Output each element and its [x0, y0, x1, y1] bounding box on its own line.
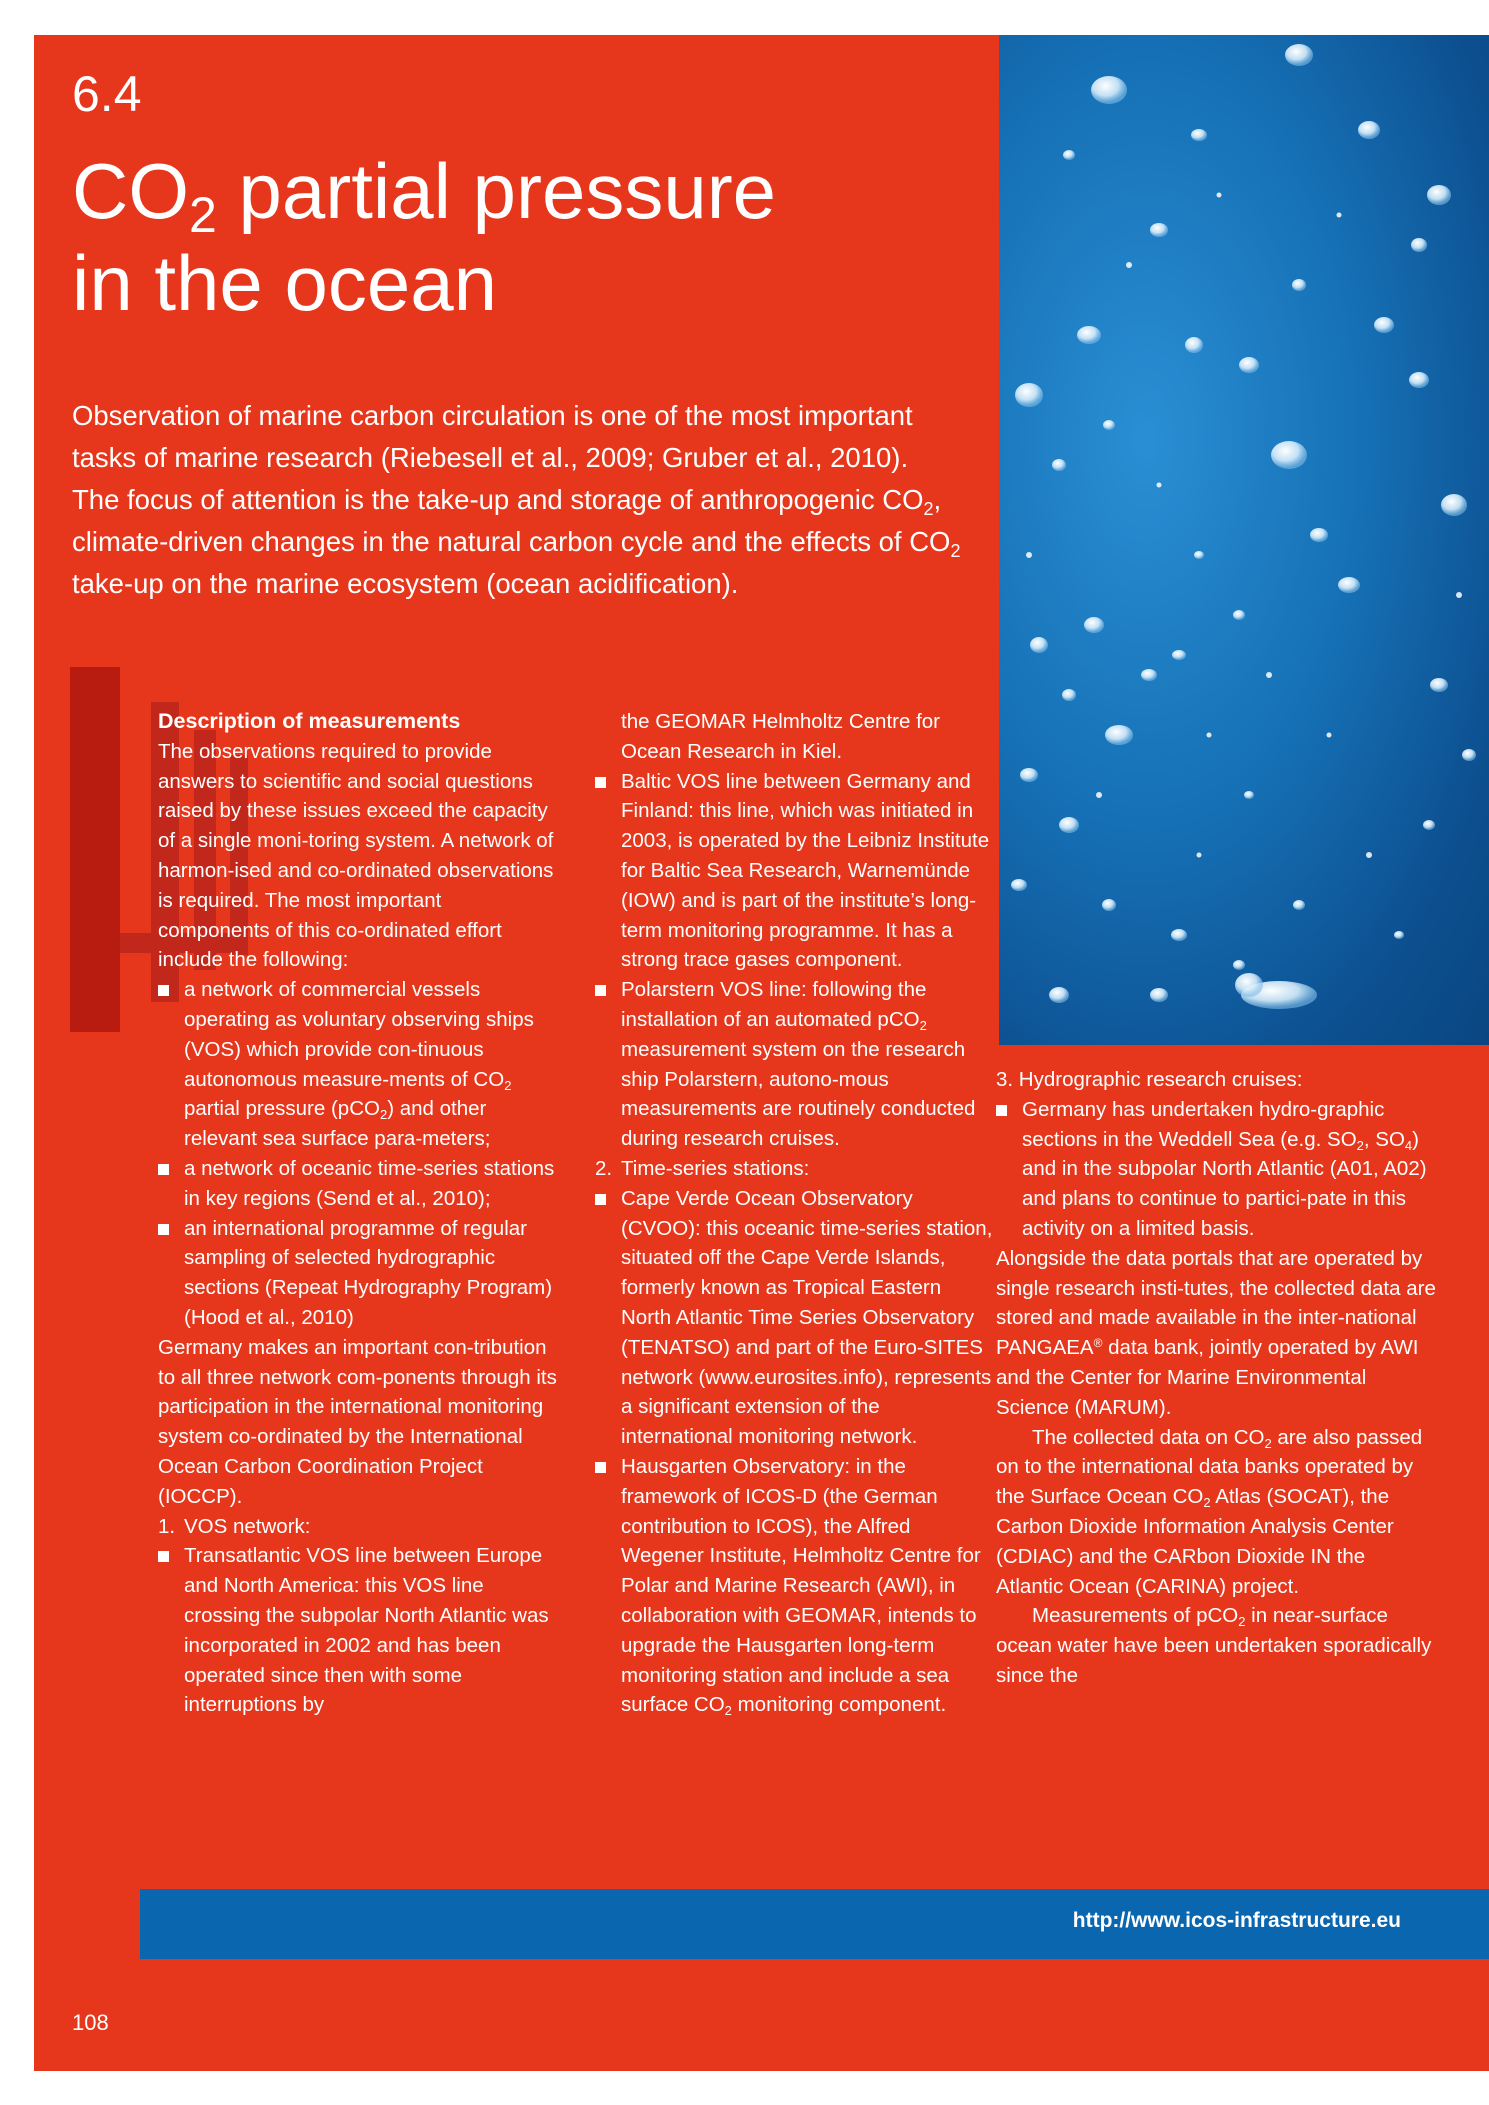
bullet-square-icon	[158, 1154, 184, 1184]
bullet-square-icon	[158, 1214, 184, 1244]
bullet-square-icon	[996, 1095, 1022, 1125]
title-line1-rest: partial pressure	[216, 147, 777, 235]
underwater-bubbles-photo	[999, 35, 1489, 1045]
bullet-item	[595, 975, 995, 1154]
bullet-text: the GEOMAR Helmholtz Centre for Ocean Research in Kiel.	[621, 710, 940, 763]
bubbles-illustration	[999, 35, 1489, 1045]
bullet-text: an international programme of regular sampling of selected hydrographic sections (Repeat Hydrography Program) (Hood et al., 2010)	[184, 1216, 553, 1329]
subscript: 2	[1264, 1435, 1272, 1451]
bullet-text: , SO	[1363, 1127, 1405, 1151]
numbered-heading: 3. Hydrographic research cruises:	[996, 1068, 1303, 1091]
numbered-item	[595, 1154, 995, 1184]
bullet-text: measurement system on the research ship Polarstern, autono-mous measurements are routinely conducted during research cruises.	[621, 1037, 976, 1151]
paragraph-text: The collected data on CO	[1032, 1425, 1265, 1449]
text-column-2	[595, 707, 995, 1720]
paragraph-text: Atlas (SOCAT), the Carbon Dioxide Information Analysis Center (CDIAC) and the CARbon Dioxide IN the Atlantic Ocean (CARINA) project.	[996, 1485, 1394, 1598]
bullet-square-icon	[158, 975, 184, 1005]
bullet-text: Transatlantic VOS line between Europe and North America: this VOS line crossing the subpolar North Atlantic was incorporated in 2002 and has been operated since then with some interruptions by	[184, 1544, 549, 1717]
decorative-bar	[70, 667, 120, 1032]
registered-mark: ®	[1093, 1336, 1103, 1351]
bullet-square-icon	[595, 767, 621, 797]
website-link[interactable]: http://www.icos-infrastructure.eu	[1072, 1909, 1401, 1932]
subscript: 2	[1203, 1495, 1211, 1511]
numbered-text: Time-series stations:	[621, 1156, 810, 1180]
bullet-text: Baltic VOS line between Germany and Finland: this line, which was initiated in 2003, is operated by the Leibniz Institute for Baltic Sea Research, Warnemünde (IOW) and is part of the institute’s long-term monitoring programme. It has a strong trace gases component.	[621, 769, 990, 972]
paragraph	[996, 1244, 1436, 1423]
paragraph-text: are also passed on to the international data banks operated by the Surface Ocean CO	[996, 1425, 1423, 1509]
subscript: 2	[379, 1107, 388, 1123]
paragraph: The observations required to provide answers to scientific and social questions raised by these issues exceed the capacity of a single moni-toring system. A network of harmon-ised and co-ordinated observations is required. The most important components of this co-ordinated effort include the following:	[158, 739, 554, 972]
page	[34, 35, 1489, 2071]
subscript: 4	[1404, 1137, 1413, 1153]
intro-text-3: take-up on the marine ecosystem (ocean acidification).	[72, 568, 739, 599]
intro-sub-2: 2	[950, 541, 961, 561]
bullet-item	[158, 1214, 558, 1333]
bullet-item	[158, 975, 558, 1154]
intro-text-1: Observation of marine carbon circulation is one of the most important tasks of marine research (Riebesell et al., 2009; Gruber et al., 2010). The focus of attention is the take-up and storage of anthropogenic CO	[72, 400, 924, 515]
subscript: 2	[1356, 1137, 1364, 1153]
bullet-text: partial pressure (pCO	[184, 1097, 380, 1121]
numbered-item	[158, 1512, 558, 1542]
bullet-text: ) and in the subpolar North Atlantic (A01, A02) and plans to continue to partici-pate in this activity on a limited basis.	[1022, 1127, 1427, 1240]
bullet-item	[595, 1184, 995, 1452]
bullet-text: Cape Verde Ocean Observatory (CVOO): this oceanic time-series station, situated off the Cape Verde Islands, formerly known as Tropical Eastern North Atlantic Time Series Observatory (TENATSO) and part of the Euro-SITES network (www.eurosites.info), represents a significant extension of the international monitoring network.	[621, 1186, 993, 1449]
page-number: 108	[72, 2010, 109, 2035]
bullet-square-icon	[595, 1184, 621, 1214]
paragraph: Germany makes an important con-tribution to all three network com-ponents through its participation in the international monitoring system co-ordinated by the International Ocean Carbon Coordination Project (IOCCP).	[158, 1335, 557, 1508]
subscript: 2	[504, 1077, 512, 1093]
title-co: CO	[72, 147, 189, 235]
bullet-square-icon	[158, 1541, 184, 1571]
section-number: 6.4	[72, 66, 142, 122]
list-number: 1.	[158, 1514, 176, 1538]
intro-text-2: , climate-driven changes in the natural carbon cycle and the effects of CO	[72, 484, 951, 557]
page-title	[72, 145, 972, 329]
text-column-3	[996, 1065, 1436, 1691]
list-number: 2.	[595, 1156, 613, 1180]
bullet-item	[996, 1095, 1436, 1244]
intro-sub-1: 2	[923, 499, 934, 519]
paragraph-text: in near-surface ocean water have been undertaken sporadically since the	[996, 1604, 1432, 1687]
intro-paragraph	[72, 395, 962, 605]
bullet-text: a network of commercial vessels operating as voluntary observing ships (VOS) which provide con-tinuous autonomous measure-ments of CO	[184, 978, 534, 1091]
paragraph	[996, 1601, 1436, 1690]
section-heading: Description of measurements	[158, 709, 461, 733]
bullet-text: ) and other relevant sea surface para-meters;	[184, 1097, 491, 1151]
title-line2: in the ocean	[72, 239, 498, 327]
text-column-1	[158, 707, 558, 1720]
bullet-item	[158, 1154, 558, 1214]
paragraph	[996, 1423, 1436, 1602]
bullet-text: a network of oceanic time-series stations in key regions (Send et al., 2010);	[184, 1156, 555, 1210]
bullet-square-icon	[595, 975, 621, 1005]
subscript: 2	[724, 1703, 732, 1719]
footer-bar	[140, 1889, 1489, 1959]
bullet-text: Germany has undertaken hydro-graphic sections in the Weddell Sea (e.g. SO	[1022, 1097, 1385, 1151]
bullet-item	[158, 1541, 558, 1720]
bullet-continuation	[595, 707, 995, 767]
bullet-square-icon	[595, 1452, 621, 1482]
numbered-text: VOS network:	[184, 1514, 311, 1538]
paragraph-text: Alongside the data portals that are operated by single research insti-tutes, the collected data are stored and made available in the inter-national PANGAEA	[996, 1246, 1436, 1360]
bullet-item	[595, 767, 995, 976]
subscript: 2	[1238, 1614, 1246, 1630]
bullet-item	[595, 1452, 995, 1720]
paragraph-text: Measurements of pCO	[1032, 1604, 1239, 1628]
paragraph-text: data bank, jointly operated by AWI and the Center for Marine Environmental Science (MARUM).	[996, 1336, 1419, 1419]
bullet-text: Polarstern VOS line: following the installation of an automated pCO	[621, 978, 927, 1031]
bullet-text: monitoring component.	[731, 1693, 947, 1717]
title-subscript: 2	[189, 187, 217, 243]
bullet-text: Hausgarten Observatory: in the framework of ICOS-D (the German contribution to ICOS), the Alfred Wegener Institute, Helmholtz Centre for Polar and Marine Research (AWI), in collaboration with GEOMAR, intends to upgrade the Hausgarten long-term monitoring station and include a sea surface CO	[621, 1454, 981, 1717]
subscript: 2	[919, 1017, 927, 1033]
